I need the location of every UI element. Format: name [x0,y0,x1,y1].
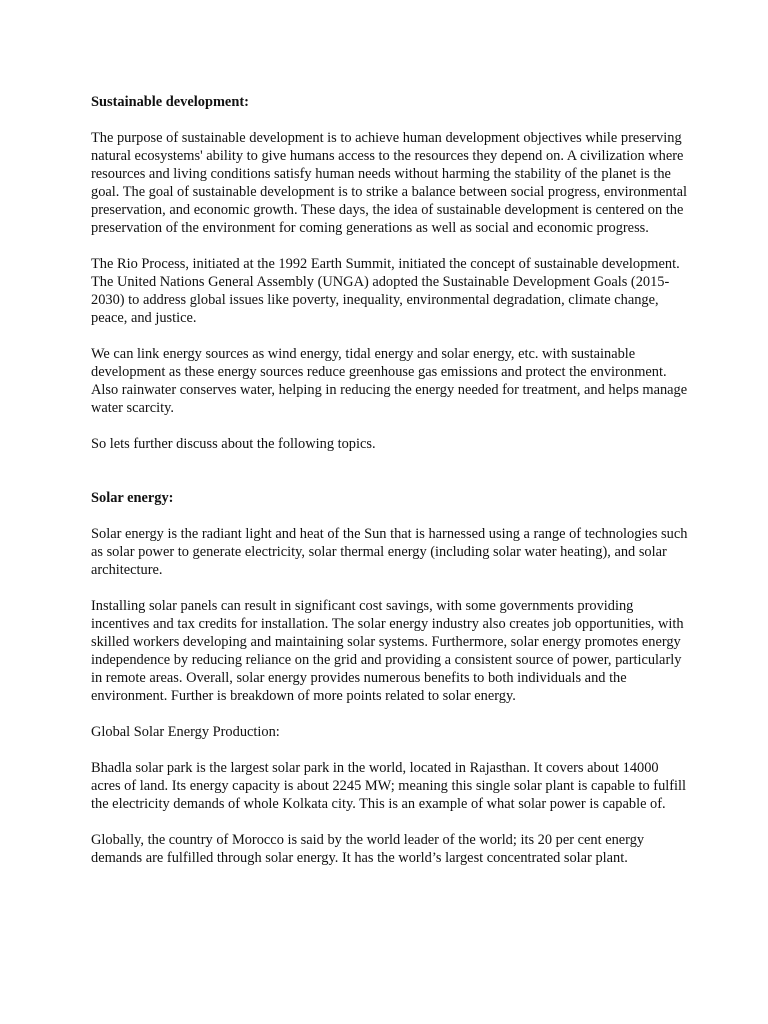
subheading-global-solar-production: Global Solar Energy Production: [91,724,280,740]
paragraph: The Rio Process, initiated at the 1992 Earth Summit, initiated the concept of sustainable development. The United Nations General Assembly (UNGA) adopted the Sustainable Development Goals (2015-2030) to address global issues like poverty, inequality, environmental degradation, climate change, peace, and justice. [91,256,680,326]
paragraph: So lets further discuss about the following topics. [91,436,376,452]
document-body [91,93,691,885]
paragraph: Installing solar panels can result in significant cost savings, with some governments providing incentives and tax credits for installation. The solar energy industry also creates job opportunities, with skilled workers developing and maintaining solar systems. Furthermore, solar energy promotes energy independence by reducing reliance on the grid and providing a consistent source of power, particularly in remote areas. Overall, solar energy provides numerous benefits to both individuals and the environment. Further is breakdown of more points related to solar energy. [91,598,684,704]
heading-sustainable-development: Sustainable development: [91,94,249,110]
paragraph: The purpose of sustainable development is to achieve human development objectives while preserving natural ecosystems' ability to give humans access to the resources they depend on. A civilization where resources and living conditions satisfy human needs without harming the stability of the planet is the goal. The goal of sustainable development is to strike a balance between social progress, environmental preservation, and economic growth. These days, the idea of sustainable development is centered on the preservation of the environment for coming generations as well as social and economic progress. [91,130,687,236]
paragraph: We can link energy sources as wind energy, tidal energy and solar energy, etc. with sustainable development as these energy sources reduce greenhouse gas emissions and protect the environment. Also rainwater conserves water, helping in reducing the energy needed for treatment, and helps manage water scarcity. [91,346,688,416]
paragraph: Solar energy is the radiant light and heat of the Sun that is harnessed using a range of technologies such as solar power to generate electricity, solar thermal energy (including solar water heating), and solar architecture. [91,526,688,578]
spacer [91,471,691,489]
paragraph: Globally, the country of Morocco is said by the world leader of the world; its 20 per cent energy demands are fulfilled through solar energy. It has the world’s largest concentrated solar plant. [91,832,645,866]
paragraph: Bhadla solar park is the largest solar park in the world, located in Rajasthan. It covers about 14000 acres of land. Its energy capacity is about 2245 MW; meaning this single solar plant is capable to fulfill the electricity demands of whole Kolkata city. This is an example of what solar power is capable of. [91,760,687,812]
heading-solar-energy: Solar energy: [91,490,174,506]
